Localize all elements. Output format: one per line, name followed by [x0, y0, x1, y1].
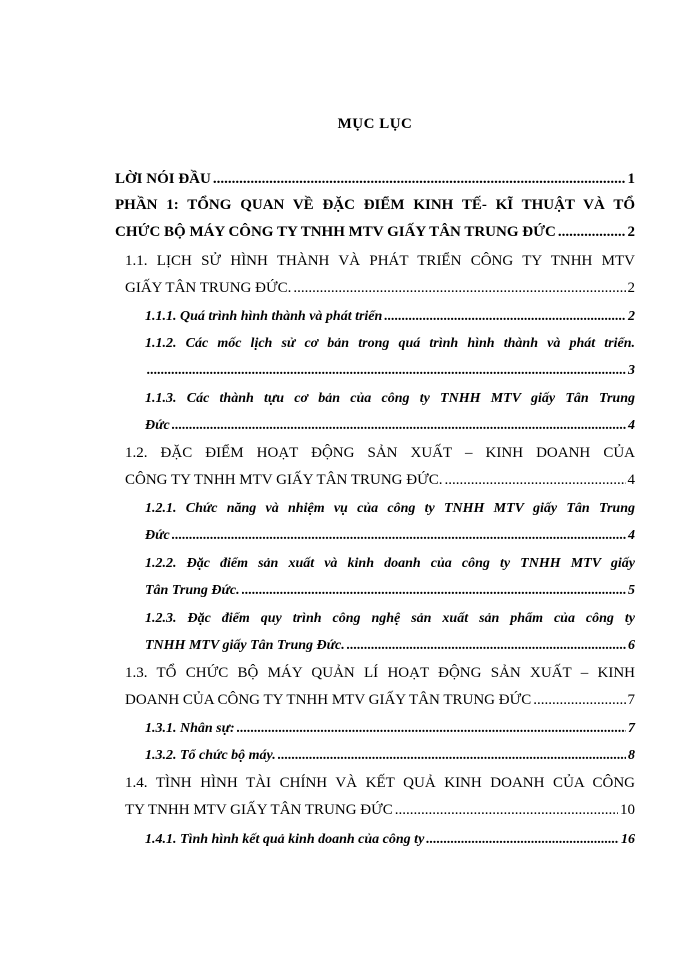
toc-page-number: 3 [628, 363, 635, 378]
toc-page-number: 10 [620, 802, 635, 818]
dot-leader [213, 166, 626, 193]
toc-entry-text: 1.1.2. Các mốc lịch sử cơ bản trong quá trình hình thành và phát triển. [145, 336, 635, 351]
toc-page-number: 7 [628, 721, 635, 736]
toc-entry-text-cont: DOANH CỦA CÔNG TY TNHH MTV GIẤY TÂN TRUNG ĐỨC [125, 692, 532, 708]
toc-entry-text-cont: CHỨC BỘ MÁY CÔNG TY TNHH MTV GIẤY TÂN TRUNG ĐỨC [115, 224, 556, 240]
toc-entry-1-1-1 [145, 303, 635, 330]
toc-entry-1-2-2 [145, 550, 635, 604]
toc-entry-loi-noi-dau [115, 166, 635, 193]
toc-entry-1-1-3 [145, 385, 635, 439]
toc-entry-text: LỜI NÓI ĐẦU [115, 171, 211, 187]
toc-entry-text: 1.1.3. Các thành tựu cơ bản của công ty TNHH MTV giấy Tân Trung [145, 391, 635, 406]
toc-entry-1-1 [125, 248, 635, 302]
toc-entry-text-cont: TNHH MTV giấy Tân Trung Đức. [145, 638, 345, 653]
dot-leader [347, 632, 626, 659]
toc-entry-text-cont: CÔNG TY TNHH MTV GIẤY TÂN TRUNG ĐỨC. [125, 472, 443, 488]
toc-entry-1-4-1 [145, 826, 635, 853]
toc-entry-phan-1 [115, 192, 635, 246]
toc-entry-text-cont: Đức [145, 418, 170, 433]
toc-entry-1-3 [125, 660, 635, 714]
toc-entry-text: 1.4.1. Tình hình kết quả kinh doanh của công ty [145, 832, 425, 847]
toc-entry-1-1-2 [145, 330, 635, 384]
dot-leader [293, 275, 625, 302]
dot-leader [426, 826, 619, 853]
toc-entry-1-2-3 [145, 605, 635, 659]
dot-leader [395, 797, 618, 824]
toc-entry-1-3-2 [145, 742, 635, 769]
toc-entry-text-cont: Tân Trung Đức. [145, 583, 240, 598]
dot-leader [242, 577, 626, 604]
toc-entry-text: 1.3.1. Nhân sự: [145, 721, 235, 736]
toc-entry-text: 1.2.2. Đặc điểm sản xuất và kinh doanh của công ty TNHH MTV giấy [145, 556, 635, 571]
dot-leader [558, 219, 626, 246]
toc-entry-text: 1.2. ĐẶC ĐIỂM HOẠT ĐỘNG SẢN XUẤT – KINH DOANH CỦA [125, 445, 635, 461]
toc-page-number: 4 [627, 472, 635, 488]
toc-entry-text: 1.4. TÌNH HÌNH TÀI CHÍNH VÀ KẾT QUẢ KINH DOANH CỦA CÔNG [125, 775, 635, 791]
toc-page-number: 16 [621, 832, 635, 847]
toc-entry-text: 1.3.2. Tổ chức bộ máy. [145, 748, 276, 763]
dot-leader [147, 357, 626, 384]
toc-entry-text-cont: GIẤY TÂN TRUNG ĐỨC. [125, 280, 292, 296]
toc-page-number: 1 [627, 171, 635, 187]
toc-entry-text-cont: Đức [145, 528, 170, 543]
toc-title: MỤC LỤC [337, 116, 413, 132]
toc-page-number: 4 [628, 528, 635, 543]
toc-entry-1-4 [125, 770, 635, 824]
dot-leader [237, 715, 626, 742]
toc-entry-text: 1.1. LỊCH SỬ HÌNH THÀNH VÀ PHÁT TRIỂN CÔNG TY TNHH MTV [125, 253, 635, 269]
toc-page-number: 2 [628, 309, 635, 324]
toc-page-number: 4 [628, 418, 635, 433]
dot-leader [444, 467, 625, 494]
dot-leader [384, 303, 626, 330]
toc-entry-text: 1.2.1. Chức năng và nhiệm vụ của công ty TNHH MTV giấy Tân Trung [145, 501, 635, 516]
toc-entry-text: 1.1.1. Quá trình hình thành và phát triển [145, 309, 383, 324]
toc-page-number: 6 [628, 638, 635, 653]
toc-page-number: 2 [627, 280, 635, 296]
toc-page-number: 8 [628, 748, 635, 763]
dot-leader [172, 522, 626, 549]
toc-page-number: 2 [627, 224, 635, 240]
dot-leader [172, 412, 626, 439]
toc-entry-text: 1.3. TỔ CHỨC BỘ MÁY QUẢN LÍ HOẠT ĐỘNG SẢN XUẤT – KINH [125, 665, 635, 681]
toc-entry-text-cont: TY TNHH MTV GIẤY TÂN TRUNG ĐỨC [125, 802, 393, 818]
toc-entry-text: PHẦN 1: TỔNG QUAN VỀ ĐẶC ĐIỂM KINH TẾ- KĨ THUẬT VÀ TỔ [115, 197, 635, 213]
toc-entry-text: 1.2.3. Đặc điểm quy trình công nghệ sản xuất sản phẩm của công ty [145, 611, 635, 626]
dot-leader [533, 687, 625, 714]
toc-entry-1-2 [125, 440, 635, 494]
toc-entry-1-2-1 [145, 495, 635, 549]
toc-entry-1-3-1 [145, 715, 635, 742]
toc-page-number: 7 [627, 692, 635, 708]
toc-page-number: 5 [628, 583, 635, 598]
dot-leader [278, 742, 626, 769]
